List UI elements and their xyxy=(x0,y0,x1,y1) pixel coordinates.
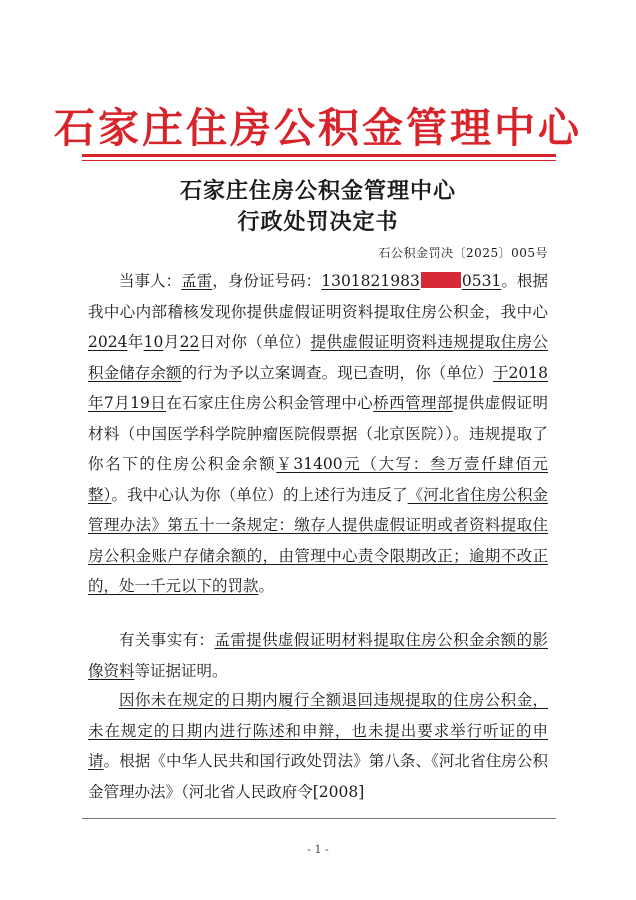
doc-title-line2: 行政处罚决定书 xyxy=(237,209,399,235)
redaction-block xyxy=(421,272,461,288)
fact-date: 于2018年7月19日 xyxy=(88,363,548,412)
case-year: 2024 xyxy=(88,333,128,351)
text-violation-of: 。我中心认为你（单位）的上述行为违反了 xyxy=(111,485,408,504)
branch-name: 桥西管理部 xyxy=(373,394,453,412)
evidence-description: 孟雷提供虚假证明材料提取住房公积金余额的影像资料 xyxy=(88,631,548,680)
page-number: - 1 - xyxy=(307,843,329,856)
text-id-label: ，身份证号码： xyxy=(212,272,322,290)
text-period: 。 xyxy=(258,577,275,595)
law-citation: 《河北省住房公积金管理办法》第五十一条规定：缴存人提供虚假证明或者资料提取住房公积金账户存储余额的，由管理中心责令限期改正；逾期不改正的，处一千元以下的罚款 xyxy=(88,485,548,595)
non-compliance-statement: 因你未在规定的日期内履行全额退回违规提取的住房公积金，未在规定的日期内进行陈述和申辩，也未提出要求举行听证的申请 xyxy=(88,691,548,770)
header-red-rule-thick xyxy=(82,154,556,157)
paragraph-3 xyxy=(88,685,548,807)
document-number: 石公积金罚决〔2025〕005号 xyxy=(378,246,548,260)
party-name: 孟雷 xyxy=(181,272,213,290)
id-number-prefix: 1301821983 xyxy=(321,272,420,290)
paragraph-1 xyxy=(88,266,548,602)
doc-title-line1: 石家庄住房公积金管理中心 xyxy=(179,178,456,204)
text-year-unit: 年 xyxy=(127,333,144,351)
text-evidence-proof: 等证据证明。 xyxy=(134,661,228,680)
text-day-unit: 日对你（单位） xyxy=(199,333,311,351)
text-facts-label: 有关事实有： xyxy=(119,631,215,649)
text-party-label: 当事人： xyxy=(119,272,182,290)
text-center: 在石家庄住房公积金管理中心 xyxy=(166,394,374,412)
case-month: 10 xyxy=(143,333,164,351)
text-investigation: 的行为予以立案调查。现已查明，你（单位） xyxy=(181,363,493,382)
text-audit: 。根据我中心内部稽核发现你提供虚假证明资料提取住房公积金，我中心 xyxy=(88,272,548,321)
header-red-rule-thin xyxy=(82,160,556,161)
violation-description: 提供虚假证明资料违规提取住房公积金储存余额 xyxy=(88,333,548,382)
org-header: 石家庄住房公积金管理中心 xyxy=(54,104,582,152)
withdrawn-amount: ￥31400元（大写：叁万壹仟肆佰元整） xyxy=(88,455,548,504)
text-legal-basis: 。根据《中华人民共和国行政处罚法》第八条、《河北省住房公积金管理办法》（河北省人民政府令[2008] xyxy=(88,752,548,801)
text-month-unit: 月 xyxy=(163,333,180,351)
footer-divider xyxy=(82,818,556,819)
paragraph-2 xyxy=(88,625,548,686)
id-number-suffix: 0531 xyxy=(461,272,502,290)
case-day: 22 xyxy=(179,333,200,351)
text-false-materials: 提供虚假证明材料（中国医学科学院肿瘤医院假票据（北京医院））。违规提取了你名下的住房公积金余额 xyxy=(88,394,548,473)
